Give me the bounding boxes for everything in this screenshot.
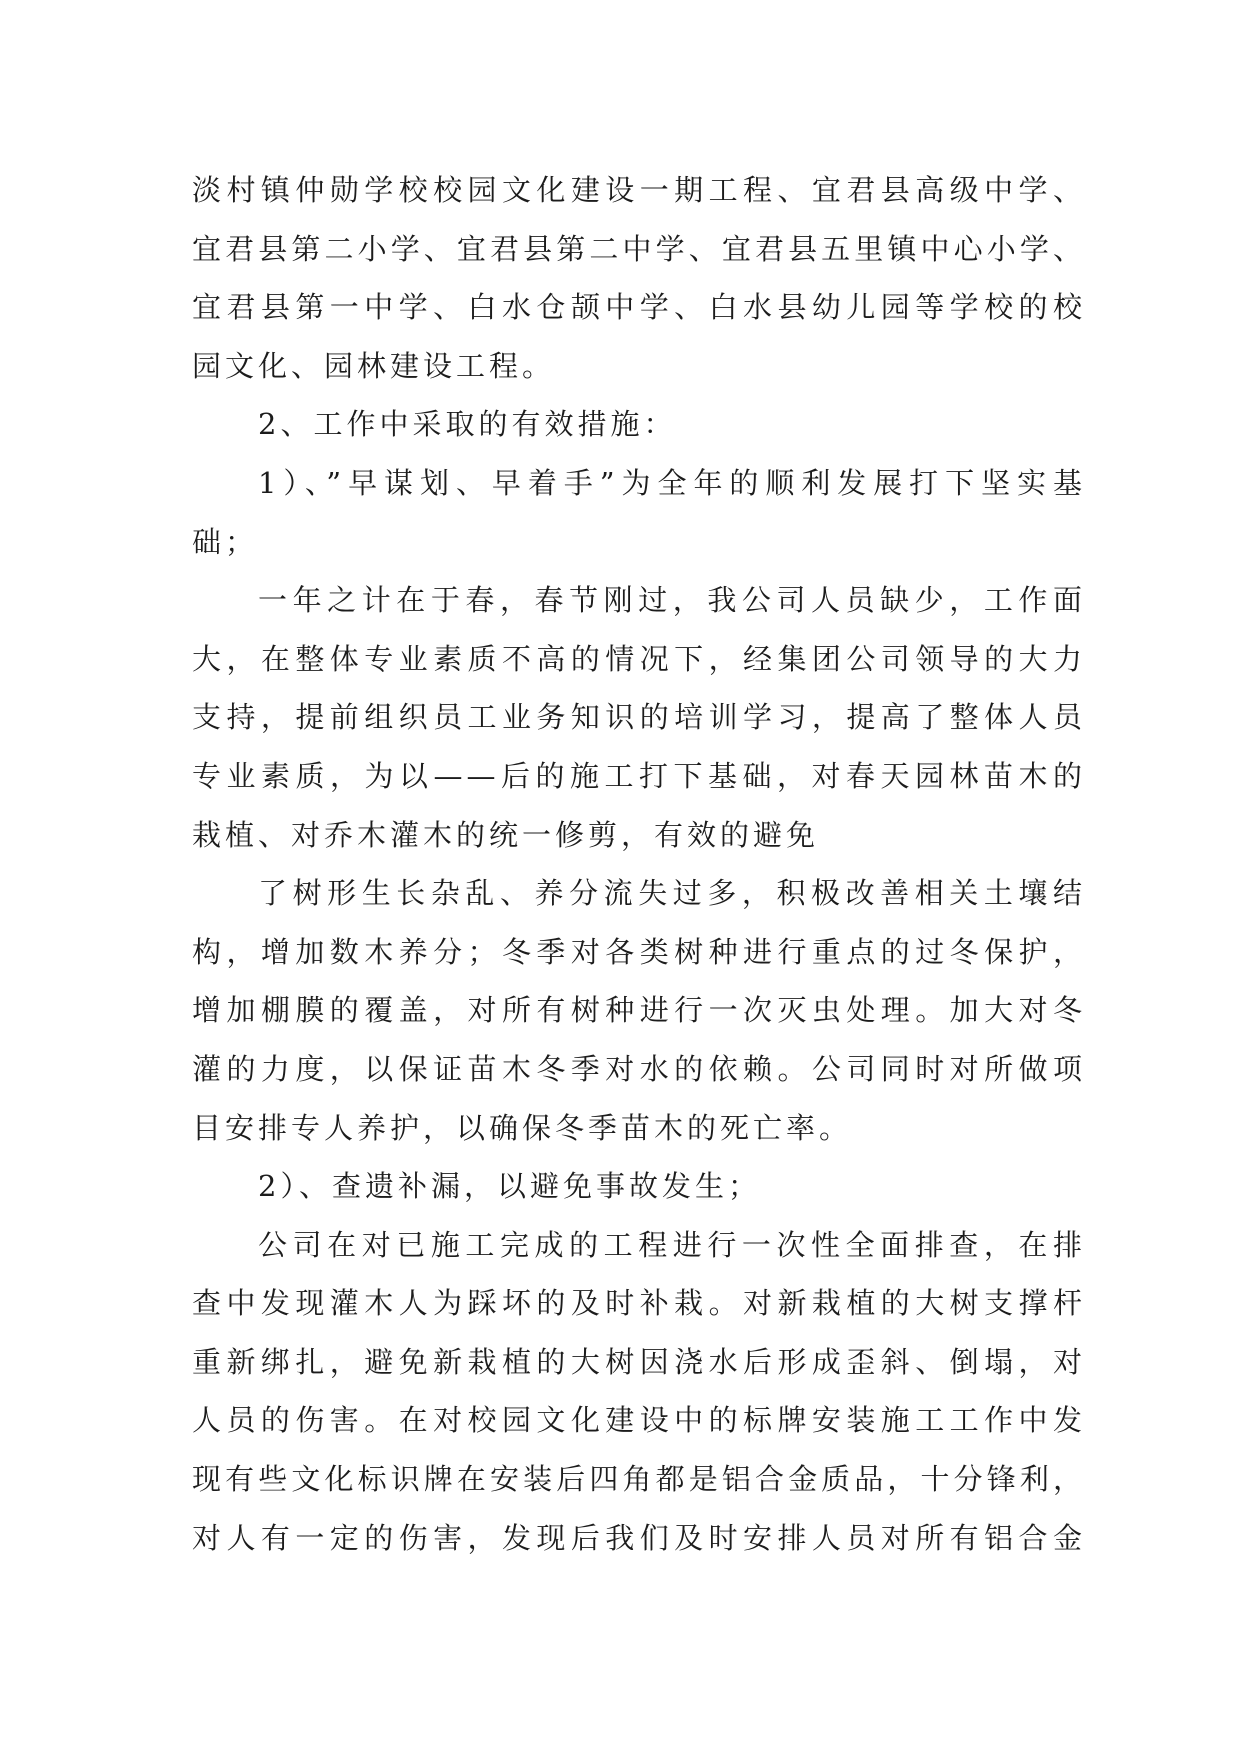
text-line: 础； (192, 524, 259, 559)
subsection-heading (192, 1157, 1086, 1216)
text-line: 公司在对已施工完成的工程进行一次性全面排查，在排 (258, 1227, 1086, 1262)
text-line: 重新绑扎，避免新栽植的大树因浇水后形成歪斜、倒塌，对 (192, 1344, 1086, 1379)
paragraph (192, 161, 1086, 395)
text-line: 支持，提前组织员工业务知识的培训学习，提高了整体人员 (192, 700, 1086, 735)
text-line: 增加棚膜的覆盖，对所有树种进行一次灭虫处理。加大对冬 (192, 993, 1086, 1028)
text-line: 灌的力度，以保证苗木冬季对水的依赖。公司同时对所做项 (192, 1051, 1086, 1086)
text-line: 2）、查遗补漏，以避免事故发生； (258, 1169, 761, 1204)
text-line: 目安排专人养护，以确保冬季苗木的死亡率。 (192, 1110, 853, 1145)
text-line: 2、工作中采取的有效措施： (258, 407, 677, 442)
text-line: 对人有一定的伤害，发现后我们及时安排人员对所有铝合金 (192, 1520, 1086, 1555)
text-line: 人员的伤害。在对校园文化建设中的标牌安装施工工作中发 (192, 1403, 1086, 1438)
text-line: 栽植、对乔木灌木的统一修剪，有效的避免 (192, 817, 820, 852)
text-line: 查中发现灌木人为踩坏的及时补栽。对新栽植的大树支撑杆 (192, 1286, 1086, 1321)
text-line: 了树形生长杂乱、养分流失过多，积极改善相关土壤结 (258, 876, 1086, 911)
text-line: 构，增加数木养分；冬季对各类树种进行重点的过冬保护， (192, 934, 1086, 969)
paragraph (192, 864, 1086, 1157)
text-line: 宜君县第一中学、白水仓颉中学、白水县幼儿园等学校的校 (192, 290, 1086, 325)
text-line: 1）、”早谋划、早着手”为全年的顺利发展打下坚实基 (258, 465, 1086, 500)
text-line: 宜君县第二小学、宜君县第二中学、宜君县五里镇中心小学、 (192, 231, 1086, 266)
paragraph (192, 571, 1086, 864)
document-body (192, 161, 1086, 1567)
paragraph (192, 1216, 1086, 1568)
text-line: 园文化、园林建设工程。 (192, 348, 556, 383)
text-line: 大，在整体专业素质不高的情况下，经集团公司领导的大力 (192, 641, 1086, 676)
subsection-heading (192, 454, 1086, 571)
section-heading (192, 395, 1086, 454)
text-line: 一年之计在于春，春节刚过，我公司人员缺少，工作面 (258, 583, 1086, 618)
text-line: 现有些文化标识牌在安装后四角都是铝合金质品，十分锋利， (192, 1462, 1086, 1497)
text-line: 专业素质，为以——后的施工打下基础，对春天园林苗木的 (192, 758, 1086, 793)
text-line: 淡村镇仲勋学校校园文化建设一期工程、宜君县高级中学、 (192, 173, 1086, 207)
